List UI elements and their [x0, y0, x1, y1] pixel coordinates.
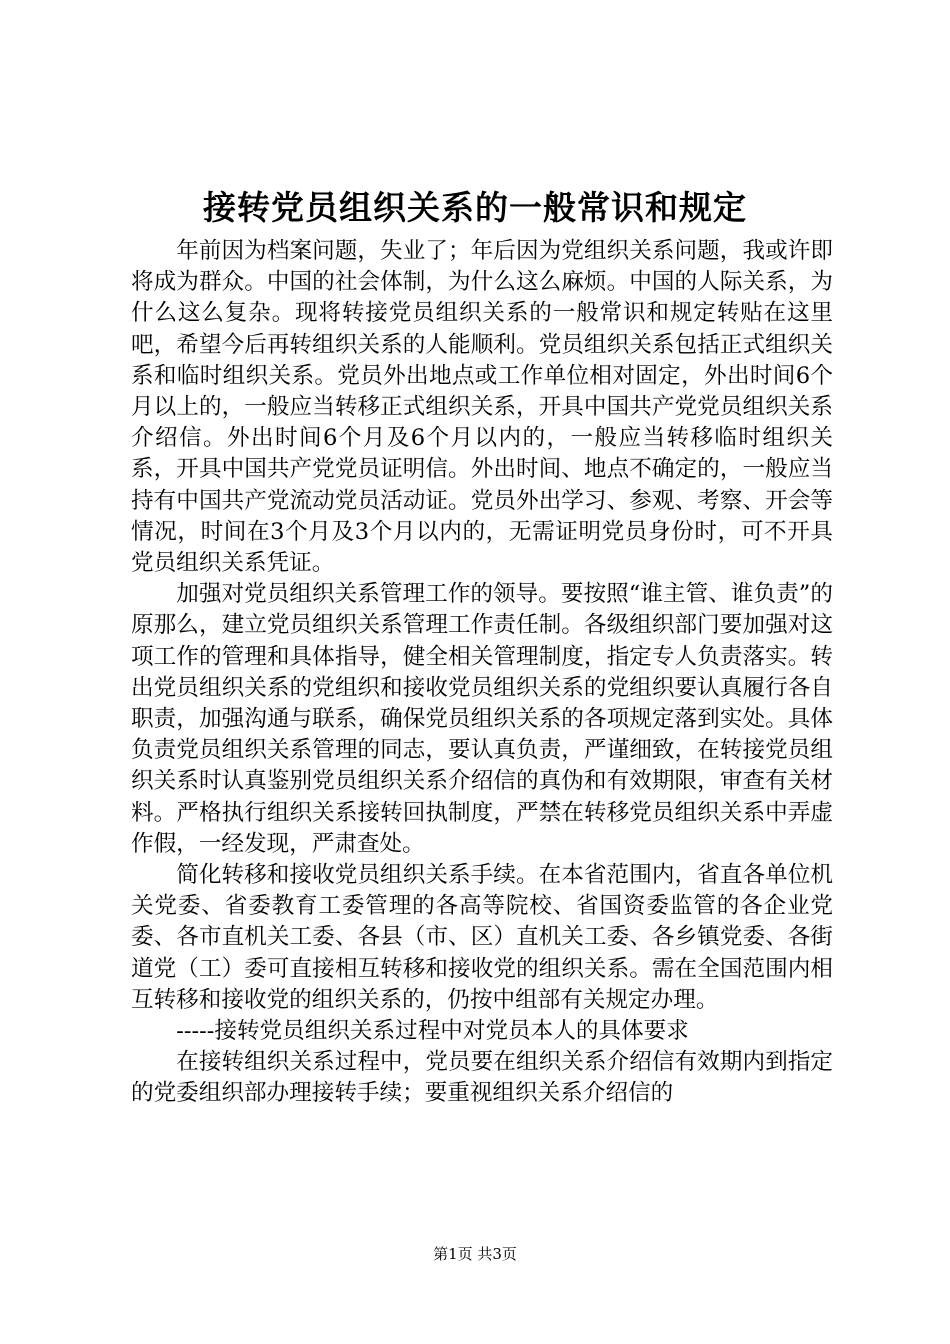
page-footer: 第1页 共3页	[433, 1245, 517, 1263]
section-heading: -----接转党员组织关系过程中对党员本人的具体要求	[176, 1018, 689, 1045]
document-body	[131, 236, 833, 1110]
paragraph-1: 年前因为档案问题，失业了；年后因为党组织关系问题，我或许即将成为群众。中国的社会体制，为什么这么麻烦。中国的人际关系，为什么这么复杂。现将转接党员组织关系的一般常识和规定转贴在这里吧，希望今后再转组织关系的人能顺利。党员组织关系包括正式组织关系和临时组织关系。党员外出地点或工作单位相对固定，外出时间6个月以上的，一般应当转移正式组织关系，开具中国共产党党员组织关系介绍信。外出时间6个月及6个月以内的，一般应当转移临时组织关系，开具中国共产党党员证明信。外出时间、地点不确定的，一般应当持有中国共产党流动党员活动证。党员外出学习、参观、考察、开会等情况，时间在3个月及3个月以内的，无需证明党员身份时，可不开具党员组织关系凭证。	[131, 238, 833, 577]
paragraph-2: 加强对党员组织关系管理工作的领导。要按照“谁主管、谁负责”的原那么，建立党员组织关系管理工作责任制。各级组织部门要加强对这项工作的管理和具体指导，健全相关管理制度，指定专人负责落实。转出党员组织关系的党组织和接收党员组织关系的党组织要认真履行各自职责，加强沟通与联系，确保党员组织关系的各项规定落到实处。具体负责党员组织关系管理的同志，要认真负责，严谨细致，在转接党员组织关系时认真鉴别党员组织关系介绍信的真伪和有效期限，审查有关材料。严格执行组织关系接转回执制度，严禁在转移党员组织关系中弄虚作假，一经发现，严肃查处。	[131, 581, 833, 857]
paragraph-4: 在接转组织关系过程中，党员要在组织关系介绍信有效期内到指定的党委组织部办理接转手续；要重视组织关系介绍信的	[131, 1049, 833, 1107]
document-title: 接转党员组织关系的一般常识和规定	[203, 188, 747, 227]
paragraph-3: 简化转移和接收党员组织关系手续。在本省范围内，省直各单位机关党委、省委教育工委管理的各高等院校、省国资委监管的各企业党委、各市直机关工委、各县（市、区）直机关工委、各乡镇党委、各街道党（工）委可直接相互转移和接收党的组织关系。需在全国范围内相互转移和接收党的组织关系的，仍按中组部有关规定办理。	[131, 862, 833, 1013]
